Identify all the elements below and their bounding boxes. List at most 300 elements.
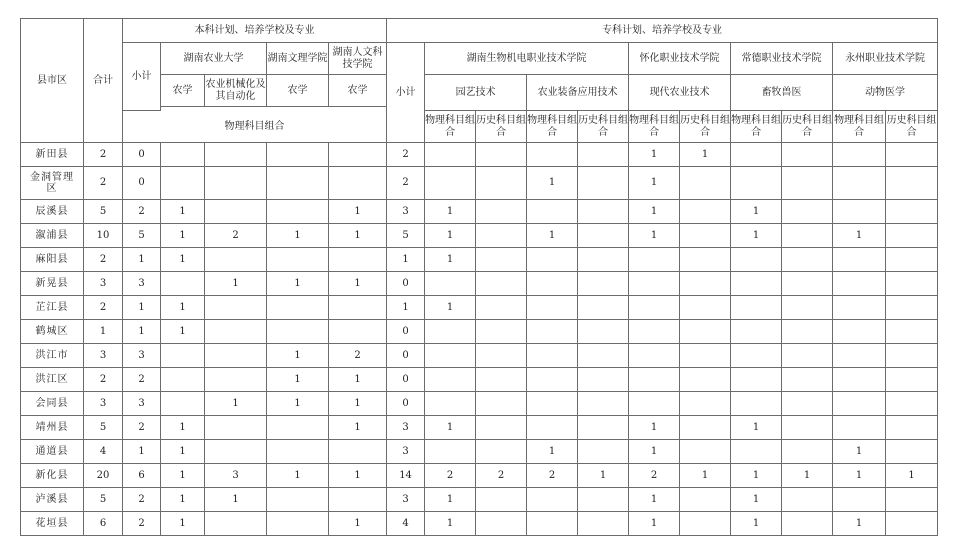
value-cell bbox=[731, 440, 782, 464]
value-cell: 1 bbox=[329, 392, 387, 416]
value-cell bbox=[578, 512, 629, 536]
value-cell bbox=[205, 167, 267, 200]
county-cell: 洪江市 bbox=[21, 344, 84, 368]
table-row bbox=[21, 200, 938, 224]
value-cell bbox=[205, 440, 267, 464]
value-cell: 1 bbox=[527, 224, 578, 248]
value-cell bbox=[527, 272, 578, 296]
value-cell: 1 bbox=[329, 200, 387, 224]
value-cell: 1 bbox=[161, 200, 205, 224]
value-cell bbox=[161, 392, 205, 416]
value-cell bbox=[205, 200, 267, 224]
value-cell bbox=[731, 344, 782, 368]
value-cell bbox=[476, 368, 527, 392]
value-cell bbox=[782, 200, 833, 224]
value-cell bbox=[886, 344, 938, 368]
value-cell bbox=[425, 440, 476, 464]
value-cell bbox=[267, 200, 329, 224]
value-cell bbox=[425, 272, 476, 296]
county-cell: 靖州县 bbox=[21, 416, 84, 440]
table-row bbox=[21, 320, 938, 344]
county-cell: 会同县 bbox=[21, 392, 84, 416]
value-cell: 2 bbox=[123, 488, 161, 512]
value-cell: 3 bbox=[84, 344, 123, 368]
value-cell: 1 bbox=[425, 224, 476, 248]
value-cell: 1 bbox=[329, 416, 387, 440]
value-cell: 1 bbox=[425, 296, 476, 320]
county-cell: 辰溪县 bbox=[21, 200, 84, 224]
value-cell: 0 bbox=[387, 272, 425, 296]
value-cell bbox=[886, 167, 938, 200]
value-cell bbox=[680, 392, 731, 416]
header-combo-history: 历史科目组合 bbox=[782, 111, 833, 143]
value-cell: 1 bbox=[161, 248, 205, 272]
value-cell bbox=[629, 248, 680, 272]
value-cell: 1 bbox=[680, 464, 731, 488]
value-cell bbox=[731, 167, 782, 200]
table-row bbox=[21, 464, 938, 488]
value-cell: 1 bbox=[205, 392, 267, 416]
header-major-nongxue: 农学 bbox=[161, 75, 205, 107]
header-combo-history: 历史科目组合 bbox=[578, 111, 629, 143]
value-cell: 3 bbox=[387, 440, 425, 464]
value-cell: 1 bbox=[629, 200, 680, 224]
value-cell: 1 bbox=[425, 416, 476, 440]
value-cell bbox=[527, 248, 578, 272]
value-cell bbox=[425, 368, 476, 392]
value-cell bbox=[578, 344, 629, 368]
value-cell: 1 bbox=[205, 272, 267, 296]
value-cell: 1 bbox=[84, 320, 123, 344]
header-combo-physics: 物理科目组合 bbox=[833, 111, 886, 143]
value-cell bbox=[161, 167, 205, 200]
value-cell: 1 bbox=[123, 440, 161, 464]
value-cell bbox=[161, 143, 205, 167]
value-cell: 1 bbox=[629, 488, 680, 512]
value-cell bbox=[476, 488, 527, 512]
value-cell: 1 bbox=[161, 224, 205, 248]
value-cell: 4 bbox=[84, 440, 123, 464]
value-cell bbox=[886, 416, 938, 440]
table-row bbox=[21, 392, 938, 416]
value-cell: 3 bbox=[205, 464, 267, 488]
header-school-hnrw: 湖南人文科技学院 bbox=[329, 43, 387, 75]
value-cell: 1 bbox=[527, 167, 578, 200]
value-cell bbox=[886, 512, 938, 536]
value-cell bbox=[680, 167, 731, 200]
value-cell: 1 bbox=[161, 296, 205, 320]
value-cell bbox=[782, 143, 833, 167]
value-cell: 2 bbox=[84, 167, 123, 200]
value-cell bbox=[886, 488, 938, 512]
value-cell bbox=[782, 368, 833, 392]
county-cell: 鹤城区 bbox=[21, 320, 84, 344]
value-cell: 2 bbox=[527, 464, 578, 488]
value-cell: 1 bbox=[782, 464, 833, 488]
value-cell bbox=[578, 320, 629, 344]
value-cell bbox=[205, 344, 267, 368]
header-school-hunau: 湖南农业大学 bbox=[161, 43, 267, 75]
header-school-hnwl: 湖南文理学院 bbox=[267, 43, 329, 75]
county-cell: 芷江县 bbox=[21, 296, 84, 320]
value-cell bbox=[782, 224, 833, 248]
value-cell bbox=[886, 296, 938, 320]
value-cell bbox=[527, 200, 578, 224]
value-cell bbox=[329, 143, 387, 167]
value-cell bbox=[680, 512, 731, 536]
value-cell: 0 bbox=[123, 167, 161, 200]
header-combo-physics: 物理科目组合 bbox=[425, 111, 476, 143]
value-cell: 2 bbox=[84, 368, 123, 392]
value-cell: 20 bbox=[84, 464, 123, 488]
value-cell bbox=[578, 272, 629, 296]
value-cell bbox=[527, 344, 578, 368]
value-cell bbox=[731, 296, 782, 320]
value-cell: 2 bbox=[123, 416, 161, 440]
value-cell bbox=[267, 143, 329, 167]
value-cell bbox=[629, 320, 680, 344]
value-cell bbox=[782, 167, 833, 200]
table-row bbox=[21, 224, 938, 248]
value-cell: 1 bbox=[731, 224, 782, 248]
value-cell bbox=[833, 200, 886, 224]
value-cell: 1 bbox=[833, 512, 886, 536]
value-cell: 1 bbox=[267, 464, 329, 488]
value-cell: 4 bbox=[387, 512, 425, 536]
value-cell bbox=[476, 248, 527, 272]
value-cell: 3 bbox=[387, 416, 425, 440]
value-cell bbox=[476, 296, 527, 320]
value-cell: 1 bbox=[329, 224, 387, 248]
value-cell: 1 bbox=[578, 464, 629, 488]
value-cell bbox=[680, 416, 731, 440]
value-cell bbox=[782, 248, 833, 272]
value-cell bbox=[267, 248, 329, 272]
value-cell bbox=[329, 248, 387, 272]
value-cell: 1 bbox=[425, 488, 476, 512]
value-cell bbox=[886, 440, 938, 464]
header-school-yzzy: 永州职业技术学院 bbox=[833, 43, 938, 75]
value-cell: 1 bbox=[123, 248, 161, 272]
value-cell: 1 bbox=[161, 416, 205, 440]
value-cell bbox=[578, 167, 629, 200]
value-cell bbox=[205, 143, 267, 167]
value-cell bbox=[267, 416, 329, 440]
value-cell bbox=[527, 296, 578, 320]
value-cell: 2 bbox=[123, 200, 161, 224]
value-cell bbox=[578, 200, 629, 224]
header-school-hhzy: 怀化职业技术学院 bbox=[629, 43, 731, 75]
county-cell: 通道县 bbox=[21, 440, 84, 464]
value-cell bbox=[680, 344, 731, 368]
enrollment-plan-table bbox=[20, 18, 938, 536]
value-cell: 1 bbox=[886, 464, 938, 488]
value-cell: 1 bbox=[329, 464, 387, 488]
value-cell: 1 bbox=[731, 488, 782, 512]
value-cell: 5 bbox=[84, 200, 123, 224]
table-body bbox=[21, 143, 938, 536]
value-cell: 6 bbox=[84, 512, 123, 536]
value-cell bbox=[476, 143, 527, 167]
value-cell bbox=[731, 248, 782, 272]
value-cell: 1 bbox=[161, 488, 205, 512]
value-cell bbox=[680, 320, 731, 344]
value-cell bbox=[329, 440, 387, 464]
value-cell bbox=[629, 272, 680, 296]
value-cell bbox=[578, 368, 629, 392]
value-cell: 1 bbox=[205, 488, 267, 512]
value-cell: 1 bbox=[161, 440, 205, 464]
value-cell bbox=[267, 440, 329, 464]
value-cell bbox=[329, 167, 387, 200]
value-cell: 1 bbox=[425, 248, 476, 272]
value-cell: 5 bbox=[84, 416, 123, 440]
header-total: 合计 bbox=[84, 19, 123, 143]
value-cell bbox=[680, 200, 731, 224]
value-cell: 1 bbox=[161, 512, 205, 536]
value-cell: 1 bbox=[387, 296, 425, 320]
value-cell bbox=[476, 272, 527, 296]
value-cell: 3 bbox=[84, 272, 123, 296]
county-cell: 新化县 bbox=[21, 464, 84, 488]
value-cell: 2 bbox=[84, 248, 123, 272]
value-cell bbox=[476, 392, 527, 416]
value-cell: 1 bbox=[731, 416, 782, 440]
value-cell bbox=[833, 344, 886, 368]
value-cell bbox=[527, 416, 578, 440]
value-cell: 5 bbox=[387, 224, 425, 248]
header-major-njh: 农业机械化及其自动化 bbox=[205, 75, 267, 107]
value-cell bbox=[329, 296, 387, 320]
value-cell bbox=[833, 368, 886, 392]
value-cell bbox=[527, 488, 578, 512]
value-cell bbox=[578, 143, 629, 167]
value-cell bbox=[833, 167, 886, 200]
value-cell bbox=[161, 368, 205, 392]
table-row bbox=[21, 440, 938, 464]
value-cell bbox=[161, 272, 205, 296]
value-cell bbox=[267, 167, 329, 200]
county-cell: 泸溪县 bbox=[21, 488, 84, 512]
value-cell bbox=[578, 440, 629, 464]
value-cell bbox=[886, 224, 938, 248]
value-cell bbox=[833, 488, 886, 512]
value-cell bbox=[476, 512, 527, 536]
value-cell: 1 bbox=[161, 464, 205, 488]
value-cell bbox=[731, 272, 782, 296]
value-cell bbox=[476, 440, 527, 464]
value-cell: 1 bbox=[329, 368, 387, 392]
value-cell: 1 bbox=[123, 296, 161, 320]
value-cell: 0 bbox=[387, 320, 425, 344]
value-cell bbox=[476, 344, 527, 368]
value-cell: 2 bbox=[629, 464, 680, 488]
value-cell: 0 bbox=[387, 392, 425, 416]
value-cell: 3 bbox=[123, 272, 161, 296]
table-row bbox=[21, 167, 938, 200]
value-cell bbox=[731, 368, 782, 392]
value-cell: 1 bbox=[629, 167, 680, 200]
value-cell: 1 bbox=[329, 512, 387, 536]
county-cell: 洪江区 bbox=[21, 368, 84, 392]
value-cell bbox=[680, 488, 731, 512]
value-cell: 1 bbox=[267, 392, 329, 416]
value-cell: 1 bbox=[267, 272, 329, 296]
value-cell: 2 bbox=[387, 167, 425, 200]
value-cell bbox=[886, 392, 938, 416]
value-cell bbox=[782, 512, 833, 536]
header-combo-physics: 物理科目组合 bbox=[629, 111, 680, 143]
value-cell: 10 bbox=[84, 224, 123, 248]
value-cell bbox=[267, 296, 329, 320]
value-cell: 1 bbox=[527, 440, 578, 464]
value-cell: 2 bbox=[84, 143, 123, 167]
value-cell bbox=[425, 320, 476, 344]
header-bk-subtotal: 小计 bbox=[123, 43, 161, 111]
value-cell bbox=[680, 296, 731, 320]
value-cell: 2 bbox=[425, 464, 476, 488]
value-cell bbox=[527, 143, 578, 167]
value-cell bbox=[476, 200, 527, 224]
header-zk-subtotal: 小计 bbox=[387, 43, 425, 143]
table-row bbox=[21, 296, 938, 320]
header-major-nongxue: 农学 bbox=[267, 75, 329, 107]
header-combo-history: 历史科目组合 bbox=[476, 111, 527, 143]
header-major-dwyx: 动物医学 bbox=[833, 75, 938, 111]
value-cell: 5 bbox=[123, 224, 161, 248]
value-cell bbox=[886, 248, 938, 272]
value-cell bbox=[833, 272, 886, 296]
value-cell bbox=[886, 200, 938, 224]
value-cell: 1 bbox=[267, 224, 329, 248]
value-cell bbox=[267, 512, 329, 536]
table-row bbox=[21, 272, 938, 296]
header-county: 县市区 bbox=[21, 19, 84, 143]
table-row bbox=[21, 368, 938, 392]
value-cell: 1 bbox=[731, 464, 782, 488]
value-cell bbox=[731, 392, 782, 416]
value-cell bbox=[425, 167, 476, 200]
value-cell bbox=[782, 488, 833, 512]
header-major-xdny: 现代农业技术 bbox=[629, 75, 731, 111]
value-cell bbox=[833, 143, 886, 167]
value-cell: 1 bbox=[833, 464, 886, 488]
value-cell bbox=[205, 248, 267, 272]
value-cell: 2 bbox=[476, 464, 527, 488]
value-cell: 1 bbox=[629, 143, 680, 167]
value-cell: 1 bbox=[425, 200, 476, 224]
value-cell bbox=[425, 143, 476, 167]
header-combo-physics: 物理科目组合 bbox=[731, 111, 782, 143]
value-cell bbox=[578, 248, 629, 272]
value-cell bbox=[680, 368, 731, 392]
county-cell: 新晃县 bbox=[21, 272, 84, 296]
county-cell: 溆浦县 bbox=[21, 224, 84, 248]
value-cell: 0 bbox=[387, 344, 425, 368]
value-cell bbox=[205, 512, 267, 536]
value-cell bbox=[833, 320, 886, 344]
value-cell bbox=[833, 416, 886, 440]
value-cell: 1 bbox=[267, 368, 329, 392]
header-major-nongxue: 农学 bbox=[329, 75, 387, 107]
value-cell: 1 bbox=[833, 224, 886, 248]
value-cell bbox=[629, 296, 680, 320]
value-cell: 2 bbox=[205, 224, 267, 248]
value-cell bbox=[205, 416, 267, 440]
value-cell bbox=[578, 392, 629, 416]
value-cell: 0 bbox=[123, 143, 161, 167]
value-cell: 1 bbox=[629, 512, 680, 536]
value-cell bbox=[782, 416, 833, 440]
value-cell bbox=[680, 224, 731, 248]
value-cell bbox=[782, 296, 833, 320]
value-cell bbox=[680, 440, 731, 464]
value-cell: 6 bbox=[123, 464, 161, 488]
value-cell bbox=[886, 143, 938, 167]
value-cell bbox=[886, 272, 938, 296]
value-cell: 1 bbox=[329, 272, 387, 296]
header-school-cdzy: 常德职业技术学院 bbox=[731, 43, 833, 75]
value-cell: 2 bbox=[387, 143, 425, 167]
value-cell: 2 bbox=[123, 368, 161, 392]
value-cell: 2 bbox=[123, 512, 161, 536]
value-cell bbox=[267, 320, 329, 344]
county-cell: 金洞管理区 bbox=[21, 167, 84, 200]
value-cell bbox=[782, 320, 833, 344]
value-cell bbox=[833, 248, 886, 272]
header-major-nzb: 农业装备应用技术 bbox=[527, 75, 629, 111]
value-cell bbox=[578, 296, 629, 320]
table-row bbox=[21, 344, 938, 368]
value-cell: 1 bbox=[731, 200, 782, 224]
value-cell bbox=[527, 368, 578, 392]
value-cell bbox=[782, 440, 833, 464]
table-row bbox=[21, 143, 938, 167]
value-cell bbox=[886, 368, 938, 392]
value-cell bbox=[267, 488, 329, 512]
value-cell bbox=[782, 392, 833, 416]
header-combo-history: 历史科目组合 bbox=[886, 111, 938, 143]
header-major-xmsy: 畜牧兽医 bbox=[731, 75, 833, 111]
value-cell: 3 bbox=[387, 200, 425, 224]
value-cell: 5 bbox=[84, 488, 123, 512]
header-vocational-group: 专科计划、培养学校及专业 bbox=[387, 19, 938, 43]
value-cell bbox=[680, 272, 731, 296]
value-cell: 3 bbox=[123, 392, 161, 416]
header-combo-physics: 物理科目组合 bbox=[527, 111, 578, 143]
table-row bbox=[21, 248, 938, 272]
value-cell: 1 bbox=[123, 320, 161, 344]
value-cell: 3 bbox=[387, 488, 425, 512]
value-cell: 2 bbox=[329, 344, 387, 368]
value-cell bbox=[833, 296, 886, 320]
value-cell bbox=[578, 488, 629, 512]
value-cell bbox=[629, 392, 680, 416]
county-cell: 花垣县 bbox=[21, 512, 84, 536]
value-cell bbox=[578, 224, 629, 248]
value-cell bbox=[886, 320, 938, 344]
value-cell bbox=[527, 512, 578, 536]
value-cell: 2 bbox=[84, 296, 123, 320]
value-cell: 0 bbox=[387, 368, 425, 392]
value-cell bbox=[680, 248, 731, 272]
value-cell bbox=[161, 344, 205, 368]
value-cell bbox=[476, 320, 527, 344]
value-cell bbox=[425, 344, 476, 368]
value-cell bbox=[205, 320, 267, 344]
value-cell: 1 bbox=[425, 512, 476, 536]
value-cell bbox=[425, 392, 476, 416]
